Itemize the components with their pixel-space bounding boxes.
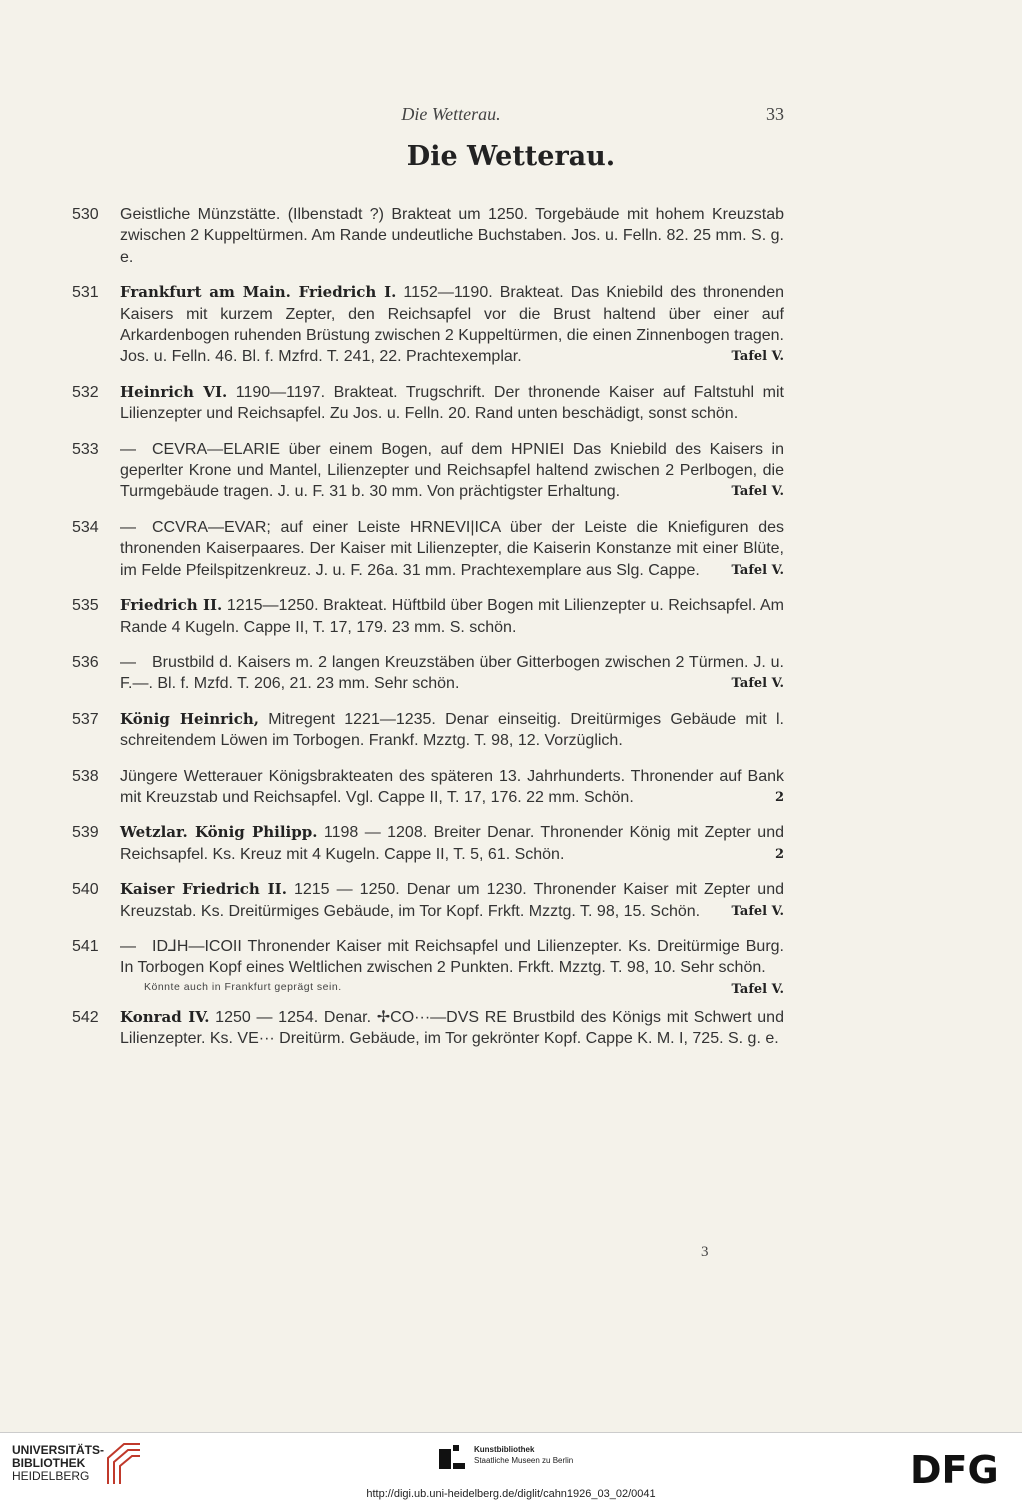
catalogue-entry — [72, 1007, 784, 1050]
entry-number: 536 — [72, 653, 99, 671]
entry-text: 1215—1250. Brakteat. Hüftbild über Bogen mit Lilienzepter u. Reichsapfel. Am Rande 4 Kugeln. Cappe II, T. 17, 179. 23 mm. S. schön. — [120, 597, 785, 636]
entry-body — [120, 1007, 784, 1050]
catalogue-entry — [72, 382, 784, 425]
plate-reference: Tafel V. — [731, 676, 784, 692]
kb-logo-line2: Staatliche Museen zu Berlin — [474, 1456, 574, 1465]
entry-number: 532 — [72, 383, 99, 401]
plate-reference: Tafel V. — [731, 349, 784, 365]
entry-number: 531 — [72, 284, 99, 302]
catalogue-entry — [72, 595, 784, 638]
entry-body — [120, 709, 784, 752]
entry-number: 534 — [72, 518, 99, 536]
ub-logo-line3: HEIDELBERG — [12, 1469, 90, 1483]
running-header — [118, 104, 784, 132]
running-title: Die Wetterau. — [401, 104, 501, 124]
entry-body — [120, 204, 784, 268]
catalogue-entry — [72, 879, 784, 922]
catalogue-entries — [72, 204, 784, 1064]
kb-logo-line1: Kunstbibliothek — [474, 1445, 535, 1454]
entry-text: Jüngere Wetterauer Königsbrakteaten des späteren 13. Jahrhunderts. Thronender auf Bank mit Kreuzstab und Reichsapfel. Vgl. Cappe II, T. 17, 176. 22 mm. Schön. — [120, 767, 784, 806]
entry-text: 1198 — 1208. Breiter Denar. Thronender König mit Zepter und Reichsapfel. Ks. Kreuz mit 4 Kugeln. Cappe II, T. 5, 61. Schön. — [120, 824, 784, 863]
entry-text: 1190—1197. Brakteat. Trugschrift. Der thronende Kaiser auf Faltstuhl mit Lilienzepter und Reichsapfel. Zu Jos. u. Felln. 20. Rand unten beschädigt, sonst schön. — [120, 383, 784, 423]
entry-footnote: Könnte auch in Frankfurt geprägt sein. — [144, 980, 342, 993]
entry-heading: Konrad IV. — [120, 1007, 210, 1026]
page-title: Die Wetterau. — [406, 141, 616, 172]
dfg-logo[interactable] — [910, 1452, 1010, 1488]
dfg-logo-text: DFG — [910, 1452, 999, 1488]
entry-number: 540 — [72, 881, 99, 899]
printer-signature: 3 — [701, 1244, 709, 1260]
entry-number: 530 — [72, 206, 99, 223]
entry-text: CEVRA—ELARIE über einem Bogen, auf dem HPNIEI Das Kniebild des Kaisers in geperlter Krone und Mantel, Lilienzepter und Reichsapfel haltend zwischen 2 Perlbogen, die Turmgebäude tragen. J. u. F. 31 b. 30 mm. Von prächtigster Erhaltung. — [120, 440, 784, 501]
entry-body — [120, 382, 784, 425]
entry-number: 533 — [72, 440, 99, 458]
entry-number: 538 — [72, 767, 99, 785]
catalogue-entry — [72, 204, 784, 268]
entry-body — [120, 517, 784, 581]
entry-body — [120, 822, 784, 865]
permalink-url[interactable]: http://digi.ub.uni-heidelberg.de/diglit/cahn1926_03_02/0041 — [366, 1488, 656, 1500]
catalogue-entry — [72, 439, 784, 503]
entry-text: 1215 — 1250. Denar um 1230. Thronender Kaiser mit Zepter und Kreuzstab. Ks. Dreitürmiges Gebäude, im Tor Kopf. Frkft. Mzztg. T. 98, 15. Schön. — [120, 881, 784, 920]
entry-text: ID⅃H—ICOII Thronender Kaiser mit Reichsapfel und Lilienzepter. Ks. Dreitürmige Burg. In Torbogen Kopf eines Weltlichen zwischen 2 Punkten. Frkft. Mzztg. T. 98, 10. Sehr schön. — [120, 937, 784, 977]
page-number: 33 — [766, 104, 784, 124]
ub-logo-line2: BIBLIOTHEK — [12, 1456, 86, 1470]
entry-number: 537 — [72, 710, 99, 728]
entry-dash: — — [120, 518, 136, 536]
catalogue-entry — [72, 766, 784, 809]
entry-text: 1152—1190. Brakteat. Das Kniebild des thronenden Kaisers mit kurzem Zepter, den Reichsapfel vor die Brust haltend über einer auf Arkardenbogen ruhenden Brüstung zwischen 2 Kuppeltürmen, die einen Zinnenbogen tragen. Jos. u. Felln. 46. Bl. f. Mzfrd. T. 241, 22. Prachtexemplar. — [120, 284, 784, 366]
entry-body — [120, 282, 784, 368]
entry-heading: Frankfurt am Main. Friedrich I. — [120, 283, 397, 302]
plate-reference: 2 — [774, 789, 784, 805]
catalogue-entry — [72, 282, 784, 368]
catalogue-entry — [72, 822, 784, 865]
entry-body — [120, 766, 784, 809]
entry-body — [120, 595, 784, 638]
catalogue-entry — [72, 652, 784, 695]
plate-reference: Tafel V. — [731, 981, 784, 997]
catalogue-entry — [72, 936, 784, 997]
entry-body — [120, 879, 784, 922]
entry-text: 1250 — 1254. Denar. ✢CO···—DVS RE Brustbild des Königs mit Schwert und Lilienzepter. Ks. VE··· Dreitürm. Gebäude, im Tor gekrönter Kopf. Cappe K. M. I, 725. S. g. e. — [120, 1008, 784, 1048]
catalogue-entry — [72, 517, 784, 581]
entry-dash: — — [120, 653, 136, 671]
entry-text: Brustbild d. Kaisers m. 2 langen Kreuzstäben über Gitterbogen zwischen 2 Türmen. J. u. F.—. Bl. f. Mzfd. T. 206, 21. 23 mm. Sehr schön. — [120, 653, 784, 693]
entry-heading: Friedrich II. — [120, 596, 223, 615]
entry-number: 542 — [72, 1008, 99, 1026]
entry-number: 539 — [72, 824, 99, 842]
entry-body — [120, 652, 784, 695]
entry-number: 541 — [72, 937, 99, 955]
footer-divider — [0, 1432, 1022, 1433]
entry-dash: — — [120, 440, 136, 458]
ub-heidelberg-logo[interactable] — [12, 1444, 104, 1483]
entry-heading: Heinrich VI. — [120, 382, 228, 401]
plate-reference: Tafel V. — [731, 903, 784, 919]
ub-logo-line1: UNIVERSITÄTS- — [12, 1443, 105, 1457]
entry-heading: Kaiser Friedrich II. — [120, 880, 287, 899]
plate-reference: Tafel V. — [731, 562, 784, 578]
ub-book-icon — [104, 1440, 144, 1488]
entry-number: 535 — [72, 597, 99, 615]
plate-reference: Tafel V. — [731, 484, 784, 500]
entry-heading: Wetzlar. König Philipp. — [120, 823, 318, 842]
kunstbibliothek-icon — [437, 1443, 469, 1475]
entry-heading: König Heinrich, — [120, 709, 260, 728]
entry-text: Geistliche Münzstätte. (Ilbenstadt ?) Brakteat um 1250. Torgebäude mit hohem Kreuzstab zwischen 2 Kuppeltürmen. Am Rande undeutliche Buchstaben. Jos. u. Felln. 82. 25 mm. S. g. e. — [120, 206, 784, 266]
plate-reference: 2 — [774, 846, 784, 862]
kunstbibliothek-logo[interactable] — [474, 1444, 573, 1466]
entry-dash: — — [120, 937, 136, 955]
entry-text: Mitregent 1221—1235. Denar einseitig. Dreitürmiges Gebäude mit l. schreitendem Löwen im Torbogen. Frankf. Mzztg. T. 98, 12. Vorzüglich. — [120, 710, 784, 750]
entry-text: CCVRA—EVAR; auf einer Leiste HRNEVI|ICA über der Leiste die Kniefiguren des thronenden Kaiserpaares. Der Kaiser mit Lilienzepter, die Kaiserin Konstanze mit einer Blüte, im Felde Pfeilspitzenkreuz. J. u. F. 26a. 31 mm. Prachtexemplare aus Slg. Cappe. — [120, 518, 784, 579]
entry-body — [120, 439, 784, 503]
catalogue-entry — [72, 709, 784, 752]
